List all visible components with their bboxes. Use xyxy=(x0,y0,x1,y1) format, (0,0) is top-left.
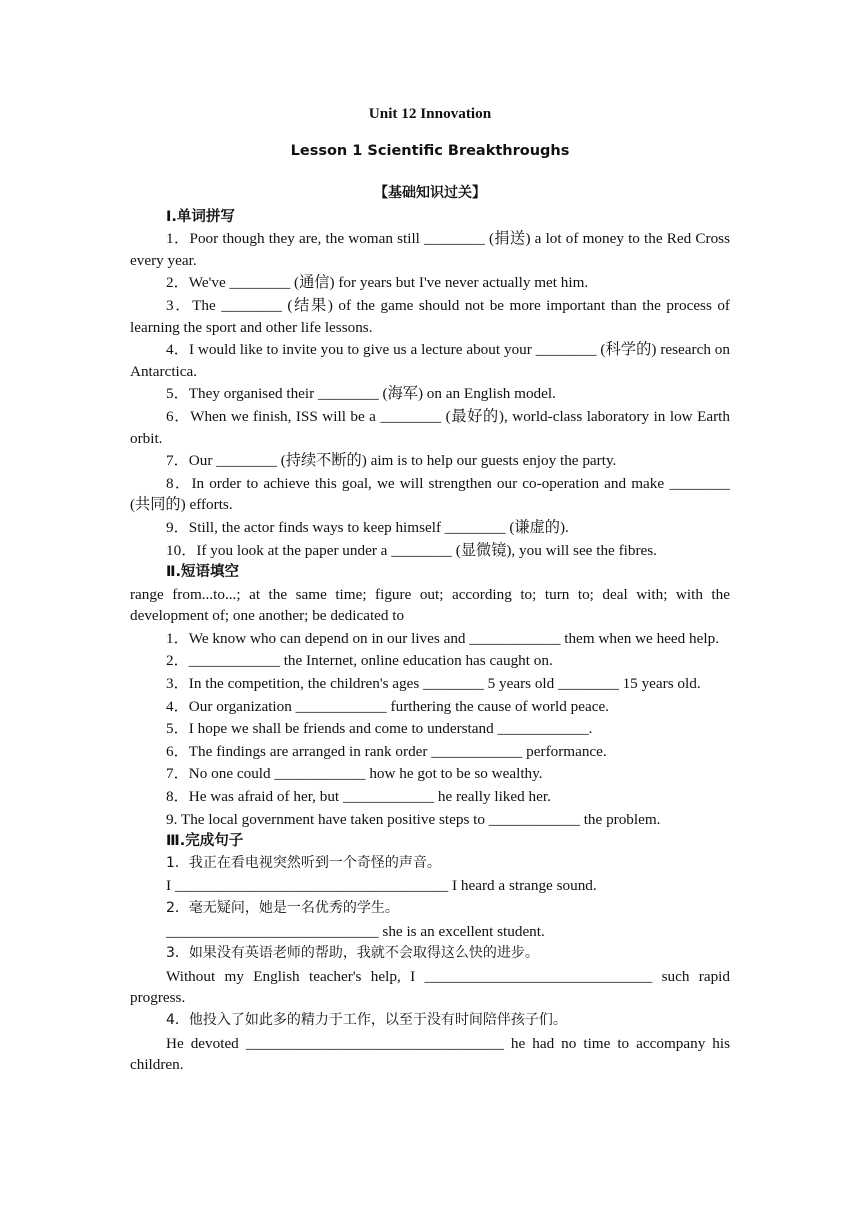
question-item: 4．I would like to invite you to give us a lecture about your ________ (科学的) research on Antarctica. xyxy=(130,341,730,380)
part2-title: Ⅱ.短语填空 xyxy=(166,564,240,581)
worksheet-page xyxy=(130,102,730,1077)
phrase-bank: range from...to...; at the same time; figure out; according to; turn to; deal with; with the development of; one another; be dedicated to xyxy=(130,585,730,625)
part3-list xyxy=(130,853,730,1076)
question-item: 6．When we finish, ISS will be a ________ (最好的), world-class laboratory in low Earth orbit. xyxy=(130,407,730,447)
english-sentence: He devoted __________________________________ he had no time to accompany his children. xyxy=(130,1034,730,1074)
section-title: 【基础知识过关】 xyxy=(374,185,486,201)
question-item: 1．We know who can depend on in our lives and ____________ them when we heed help. xyxy=(166,629,720,647)
question-item: 1．Poor though they are, the woman still ________ (捐送) a lot of money to the Red Cross every year. xyxy=(130,230,730,269)
question-item: 2．We've ________ (通信) for years but I've never actually met him. xyxy=(166,274,589,292)
english-sentence: ____________________________ she is an excellent student. xyxy=(166,922,545,940)
question-item: 6．The findings are arranged in rank order ____________ performance. xyxy=(166,742,607,760)
question-item: 8．He was afraid of her, but ____________ he really liked her. xyxy=(166,788,551,806)
unit-title: Unit 12 Innovation xyxy=(368,105,492,122)
chinese-prompt: 4．他投入了如此多的精力于工作，以至于没有时间陪伴孩子们。 xyxy=(166,1011,567,1028)
question-item: 2．____________ the Internet, online education has caught on. xyxy=(166,652,553,670)
english-sentence: I ____________________________________ I heard a strange sound. xyxy=(166,877,597,895)
chinese-prompt: 3．如果没有英语老师的帮助，我就不会取得这么快的进步。 xyxy=(166,945,539,962)
english-sentence: Without my English teacher's help, I ______________________________ such rapid progress. xyxy=(130,967,730,1007)
question-item: 3．In the competition, the children's ages ________ 5 years old ________ 15 years old. xyxy=(166,675,701,693)
question-item: 5．I hope we shall be friends and come to understand ____________. xyxy=(166,720,593,738)
part3-title: Ⅲ.完成句子 xyxy=(166,833,244,850)
chinese-prompt: 2．毫无疑问，她是一名优秀的学生。 xyxy=(166,900,399,916)
part1-list xyxy=(130,228,730,561)
lesson-title: Lesson 1 Scientific Breakthroughs xyxy=(290,143,570,159)
question-item: 4．Our organization ____________ furthering the cause of world peace. xyxy=(166,697,609,715)
question-item: 9．Still, the actor finds ways to keep himself ________ (谦虚的). xyxy=(166,518,569,536)
chinese-prompt: 1．我正在看电视突然听到一个奇怪的声音。 xyxy=(166,854,441,871)
question-item: 3．The ________ (结果) of the game should not be more important than the process of learning the sport and other life lessons. xyxy=(130,296,730,336)
question-item: 5．They organised their ________ (海军) on an English model. xyxy=(166,385,556,403)
part1-title: Ⅰ.单词拼写 xyxy=(166,208,235,225)
part2-list xyxy=(130,628,730,830)
question-item: 8．In order to achieve this goal, we will strengthen our co-operation and make ________ (共同的) efforts. xyxy=(130,474,730,514)
question-item: 9. The local government have taken positive steps to ____________ the problem. xyxy=(166,810,661,828)
question-item: 7．No one could ____________ how he got to be so wealthy. xyxy=(166,765,543,783)
question-item: 7．Our ________ (持续不断的) aim is to help our guests enjoy the party. xyxy=(166,452,617,470)
question-item: 10．If you look at the paper under a ________ (显微镜), you will see the fibres. xyxy=(166,541,657,559)
